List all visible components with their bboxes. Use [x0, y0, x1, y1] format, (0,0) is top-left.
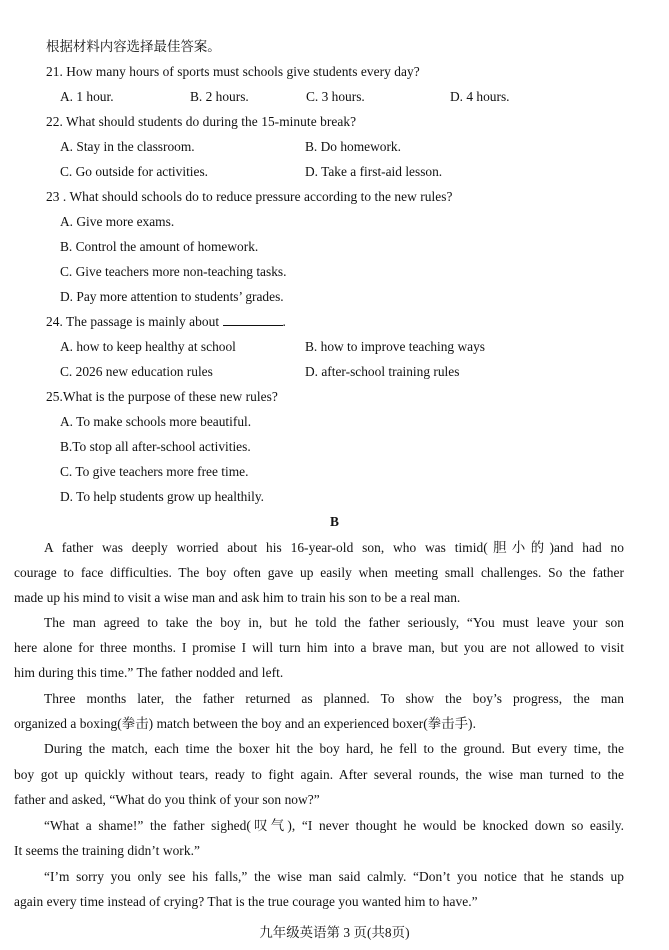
question-23-option-a: A. Give more exams. — [60, 214, 175, 229]
question-21-option-b: B. 2 hours. — [190, 89, 249, 104]
question-23-option-d: D. Pay more attention to students’ grades. — [60, 289, 284, 304]
passage-line: here alone for three months. I promise I will turn him into a brave man, but you are not allowed to visit — [14, 640, 624, 655]
question-25-option-a: A. To make schools more beautiful. — [60, 414, 252, 429]
passage-line: The man agreed to take the boy in, but he told the father seriously, “You must leave your son — [44, 615, 624, 630]
section-b-heading: B — [330, 514, 339, 529]
passage-line: father and asked, “What do you think of your son now?” — [14, 792, 320, 807]
passage-line: During the match, each time the boxer hit the boy hard, he fell to the ground. But every time, the — [44, 741, 624, 756]
question-23-option-b: B. Control the amount of homework. — [60, 239, 259, 254]
question-21-option-d: D. 4 hours. — [450, 89, 510, 104]
passage-line: “I’m sorry you only see his falls,” the wise man said calmly. “Don’t you notice that he stands up — [44, 869, 624, 884]
passage-line: A father was deeply worried about his 16-year-old son, who was timid(胆小的)and had no — [44, 540, 624, 555]
question-22-option-a: A. Stay in the classroom. — [60, 139, 195, 154]
question-23-option-c: C. Give teachers more non-teaching tasks. — [60, 264, 287, 279]
question-24-stem-text: 24. The passage is mainly about — [46, 314, 220, 329]
passage-line: him during this time.” The father nodded and left. — [14, 665, 284, 680]
passage-line: Three months later, the father returned as planned. To show the boy’s progress, the man — [44, 691, 624, 706]
page-footer: 九年级英语第 3 页(共8页) — [259, 925, 410, 940]
question-23-stem: 23 . What should schools do to reduce pressure according to the new rules? — [46, 189, 453, 204]
question-24-option-a: A. how to keep healthy at school — [60, 339, 236, 354]
question-24-option-b: B. how to improve teaching ways — [305, 339, 485, 354]
question-25-option-d: D. To help students grow up healthily. — [60, 489, 264, 504]
passage-line: It seems the training didn’t work.” — [14, 843, 200, 858]
passage-line: courage to face difficulties. The boy often gave up easily when meeting small challenges. So the father — [14, 565, 624, 580]
question-24-stem — [46, 313, 286, 331]
question-21-option-a: A. 1 hour. — [60, 89, 114, 104]
question-24-option-d: D. after-school training rules — [305, 364, 460, 379]
passage-line: “What a shame!” the father sighed(叹气), “I never thought he would be knocked down so easily. — [44, 818, 624, 833]
question-22-stem: 22. What should students do during the 15-minute break? — [46, 114, 357, 129]
question-25-stem: 25.What is the purpose of these new rules? — [46, 389, 278, 404]
passage-line: boy got up quickly without tears, ready to fight again. After several rounds, the wise man turned to the — [14, 767, 624, 782]
passage-line: again every time instead of crying? That is the true courage you wanted him to have.” — [14, 894, 478, 909]
question-25-option-c: C. To give teachers more free time. — [60, 464, 249, 479]
passage-line: organized a boxing(拳击) match between the boy and an experienced boxer(拳击手). — [14, 716, 476, 731]
question-25-option-b: B.To stop all after-school activities. — [60, 439, 251, 454]
question-21-option-c: C. 3 hours. — [306, 89, 365, 104]
question-22-option-d: D. Take a first-aid lesson. — [305, 164, 443, 179]
question-24-option-c: C. 2026 new education rules — [60, 364, 213, 379]
question-22-option-c: C. Go outside for activities. — [60, 164, 209, 179]
question-21-stem: 21. How many hours of sports must schools give students every day? — [46, 64, 420, 79]
answer-blank — [223, 313, 283, 326]
question-24-stem-end: . — [282, 314, 286, 329]
instruction: 根据材料内容选择最佳答案。 — [46, 39, 221, 54]
passage-line: made up his mind to visit a wise man and ask him to train his son to be a real man. — [14, 590, 461, 605]
question-22-option-b: B. Do homework. — [305, 139, 401, 154]
